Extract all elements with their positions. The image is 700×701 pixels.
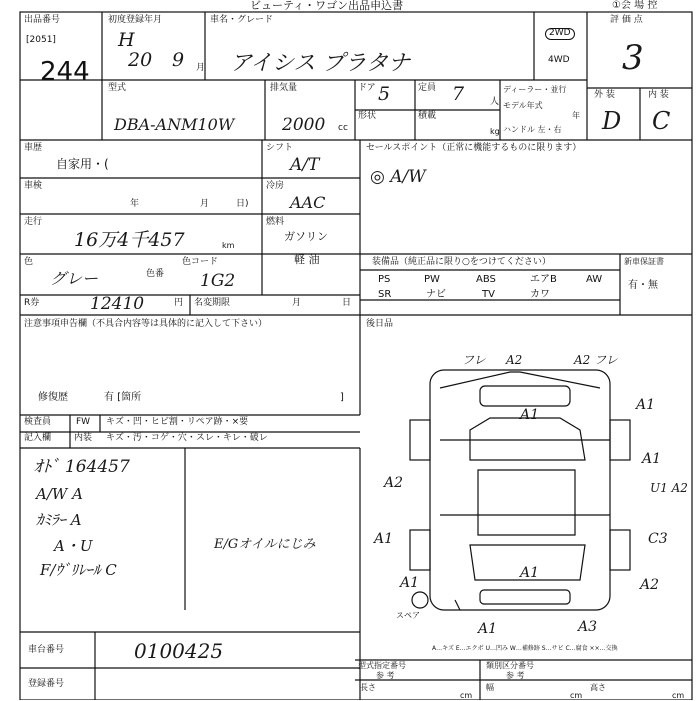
inspection-year: 年 [130,199,140,209]
model-year-unit: 年 [572,111,580,120]
exterior-value: D [602,107,622,135]
drive-2wd: 2WD [545,28,575,40]
height-unit: cm [672,691,685,700]
note-au: A・U [54,537,93,555]
width-unit: cm [570,691,583,700]
reference-label-left: 参 考 [376,671,395,680]
equipment-pw: PW [424,274,440,285]
recycle-unit: 円 [174,298,184,308]
car-name-value: アイシス プラタナ [230,51,411,76]
usage-value: 自家用・( [56,157,109,171]
grade-label: 評 価 点 [610,15,643,25]
recycle-value: 12410 [90,294,145,314]
venue-copy-label: ①会 場 控 [612,0,658,11]
damage-mark-fure-left: フレ [462,353,486,367]
equipment-ps: PS [378,274,391,285]
doors-value: 5 [378,83,391,105]
displacement-value: 2000 [282,115,326,135]
name-change-label: 名変期限 [194,298,231,308]
damage-mark-left-front: A2 [384,475,404,491]
color-value: グレー [50,269,99,288]
fuel-label: 燃料 [266,217,285,227]
damage-mark-right-door: A1 [642,451,662,467]
interior-label: 内 装 [648,90,669,100]
fuel-gasoline: ガソリン [284,230,328,243]
usage-label: 車歴 [24,143,43,153]
sales-point-label: セールスポイント（正常に機能するものに限ります） [366,143,582,153]
lot-number-label: 出品番号 [24,15,61,25]
lot-code: [2051] [26,35,56,45]
shift-value: A/T [290,155,320,175]
reference-label-right: 参 考 [506,671,525,680]
equipment-label: 装備品（純正品に限り○をつけてください） [372,257,551,267]
color-number-label: 色番 [146,269,165,279]
note-aw: A/W A [36,485,83,503]
damage-mark-front-a2: A2 [506,353,523,367]
damage-mark-right-rear-door: U1 A2 [650,481,688,495]
damage-legend: A…キズ E…エクボ U…凹み W…補修跡 S…サビ C…腐食 ××…交換 [432,645,618,652]
doors-label: ドア [358,83,376,93]
damage-mark-rear-right: A2 [640,577,660,593]
repair-label: 修復歴 [38,392,68,403]
model-value: DBA-ANM10W [114,115,235,134]
month-unit: 月 [196,63,206,73]
color-label: 色 [24,257,34,267]
grade-value: 3 [622,38,644,78]
equipment-leather: カワ [530,289,550,300]
length-unit: cm [460,691,473,700]
mileage-label: 走行 [24,217,43,227]
notes-label: 注意事項申告欄（不具合内容等は具体的に記入して下さい） [24,319,268,329]
damage-mark-front-right: A2 フレ [574,353,618,367]
capacity-value: 7 [452,83,465,105]
inspector-fw: FW [76,417,91,427]
classification-label: 類別区分番号 [486,661,534,670]
name-change-month: 月 [292,298,302,308]
displacement-label: 排気量 [270,83,298,93]
equipment-sr: SR [378,289,392,300]
damage-mark-right-quarter: C3 [648,531,668,547]
chassis-label: 車台番号 [28,645,65,655]
load-label: 積載 [418,111,437,121]
damage-mark-roof-rear: A1 [520,565,540,581]
equipment-abs: ABS [476,274,496,285]
first-registration-month: 9 [172,49,185,71]
note-engine-oil: E/Gオイルにじみ [214,537,316,552]
handle-label: ハンドル 左・右 [503,125,562,134]
drive-4wd: 4WD [548,55,570,65]
lot-number: 244 [40,57,90,87]
equipment-tv: TV [482,289,495,300]
cooling-label: 冷房 [266,181,285,191]
inspector-label-2: 記入欄 [24,433,52,443]
note-rail: F/ｳﾞﾘﾚｰﾙ C [40,561,117,579]
inspector-interior: 内装 [74,433,93,443]
damage-mark-left-rear: A1 [400,575,420,591]
displacement-unit: cc [338,123,348,133]
type-designation-label: 型式指定番号 [358,661,406,670]
note-odometer: ｵﾄﾞ 164457 [34,457,130,477]
form-header-title: ビューティ・ワゴン出品申込書 [250,0,404,12]
mileage-unit: km [222,241,235,250]
equipment-airbag: エアB [530,274,557,285]
repair-close: ] [340,392,344,403]
recycle-label: R券 [24,298,40,308]
cooling-value: AAC [290,193,326,212]
interior-value: C [652,107,671,135]
inspection-label: 車検 [24,181,43,191]
inspector-label-1: 検査員 [24,417,52,427]
shape-label: 形状 [358,111,377,121]
spare-label: スペア [396,611,420,620]
color-code-label: 色コード [182,257,219,267]
registration-label: 登録番号 [28,679,65,689]
capacity-unit: 人 [490,97,500,107]
model-label: 型式 [108,83,127,93]
inspector-row-2: キズ・汚・コゲ・穴・スレ・キレ・破レ [106,433,268,443]
model-year-label: モデル年式 [503,101,543,110]
damage-mark-hood: A1 [520,407,540,423]
rear-seat-label: 後日品 [366,319,394,329]
warranty-value: 有・無 [628,280,658,291]
length-label: 長さ [360,683,376,692]
first-registration-era: H [118,29,135,51]
damage-mark-left-door: A1 [374,531,394,547]
damage-mark-rear-bumper-right: A3 [578,619,598,635]
width-label: 幅 [486,683,494,692]
mileage-value: 16万4千457 [74,229,185,251]
repair-value: 有 [箇所 [104,392,142,403]
warranty-label: 新車保証書 [624,257,664,266]
color-code-value: 1G2 [200,271,236,291]
damage-mark-right-fender: A1 [636,397,656,413]
equipment-aw: AW [586,274,603,285]
inspection-month: 月 [200,199,210,209]
first-registration-year: 20 [128,49,153,71]
dealer-label: ディーラー・並行 [503,85,567,94]
chassis-value: 0100425 [134,639,224,663]
inspector-row-1: キズ・凹・ヒビ割・リペア跡・×要 [106,417,249,427]
first-registration-label: 初度登録年月 [108,15,163,25]
shift-label: シフト [266,143,294,153]
note-camera-mirror: ｶﾐﾗｰ A [36,511,82,529]
equipment-navi: ナビ [426,289,446,300]
car-name-label: 車名・グレード [210,15,274,25]
capacity-label: 定員 [418,83,437,93]
inspection-day: 日) [236,199,249,209]
height-label: 高さ [590,683,606,692]
exterior-label: 外 装 [594,90,615,100]
damage-mark-rear-bumper-left: A1 [478,621,498,637]
sales-point-value: ◎ A/W [370,167,426,187]
fuel-diesel: 軽 油 [294,253,320,266]
load-unit: kg [490,127,500,136]
name-change-day: 日 [342,298,352,308]
